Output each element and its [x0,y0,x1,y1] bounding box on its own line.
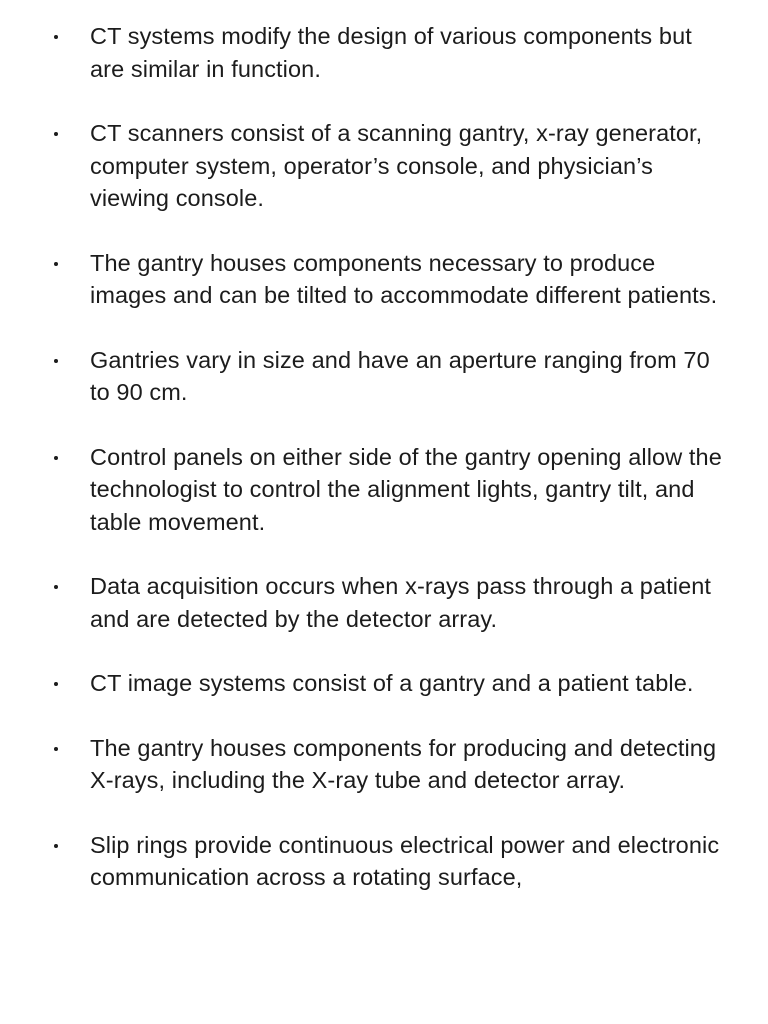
list-item [0,247,768,312]
bullet-icon [54,456,58,460]
bullet-text: CT image systems consist of a gantry and a patient table. [90,670,694,696]
list-item [0,570,768,635]
bullet-text: Data acquisition occurs when x-rays pass through a patient and are detected by the detector array. [90,573,712,632]
bullet-icon [54,747,58,751]
bullet-icon [54,359,58,363]
list-item [0,117,768,215]
bullet-icon [54,844,58,848]
bullet-icon [54,585,58,589]
bullet-icon [54,682,58,686]
bullet-text: The gantry houses components for producing and detecting X-rays, including the X-ray tube and detector array. [90,734,717,793]
bullet-text: Gantries vary in size and have an aperture ranging from 70 to 90 cm. [90,346,710,405]
bullet-text: The gantry houses components necessary to produce images and can be tilted to accommodate different patients. [90,249,718,308]
list-item [0,20,768,85]
bullet-icon [54,132,58,136]
bullet-text: Control panels on either side of the gantry opening allow the technologist to control the alignment lights, gantry tilt, and table movement. [90,443,722,535]
list-item [0,441,768,539]
bullet-text: CT scanners consist of a scanning gantry, x-ray generator, computer system, operator’s console, and physician’s viewing console. [90,120,703,211]
list-item [0,732,768,797]
list-item [0,667,768,700]
bullet-icon [54,262,58,266]
bullet-text: Slip rings provide continuous electrical power and electronic communication across a rotating surface, [90,831,720,890]
list-item [0,344,768,409]
list-item [0,829,768,894]
bullet-text: CT systems modify the design of various components but are similar in function. [90,23,692,82]
bullet-icon [54,35,58,39]
